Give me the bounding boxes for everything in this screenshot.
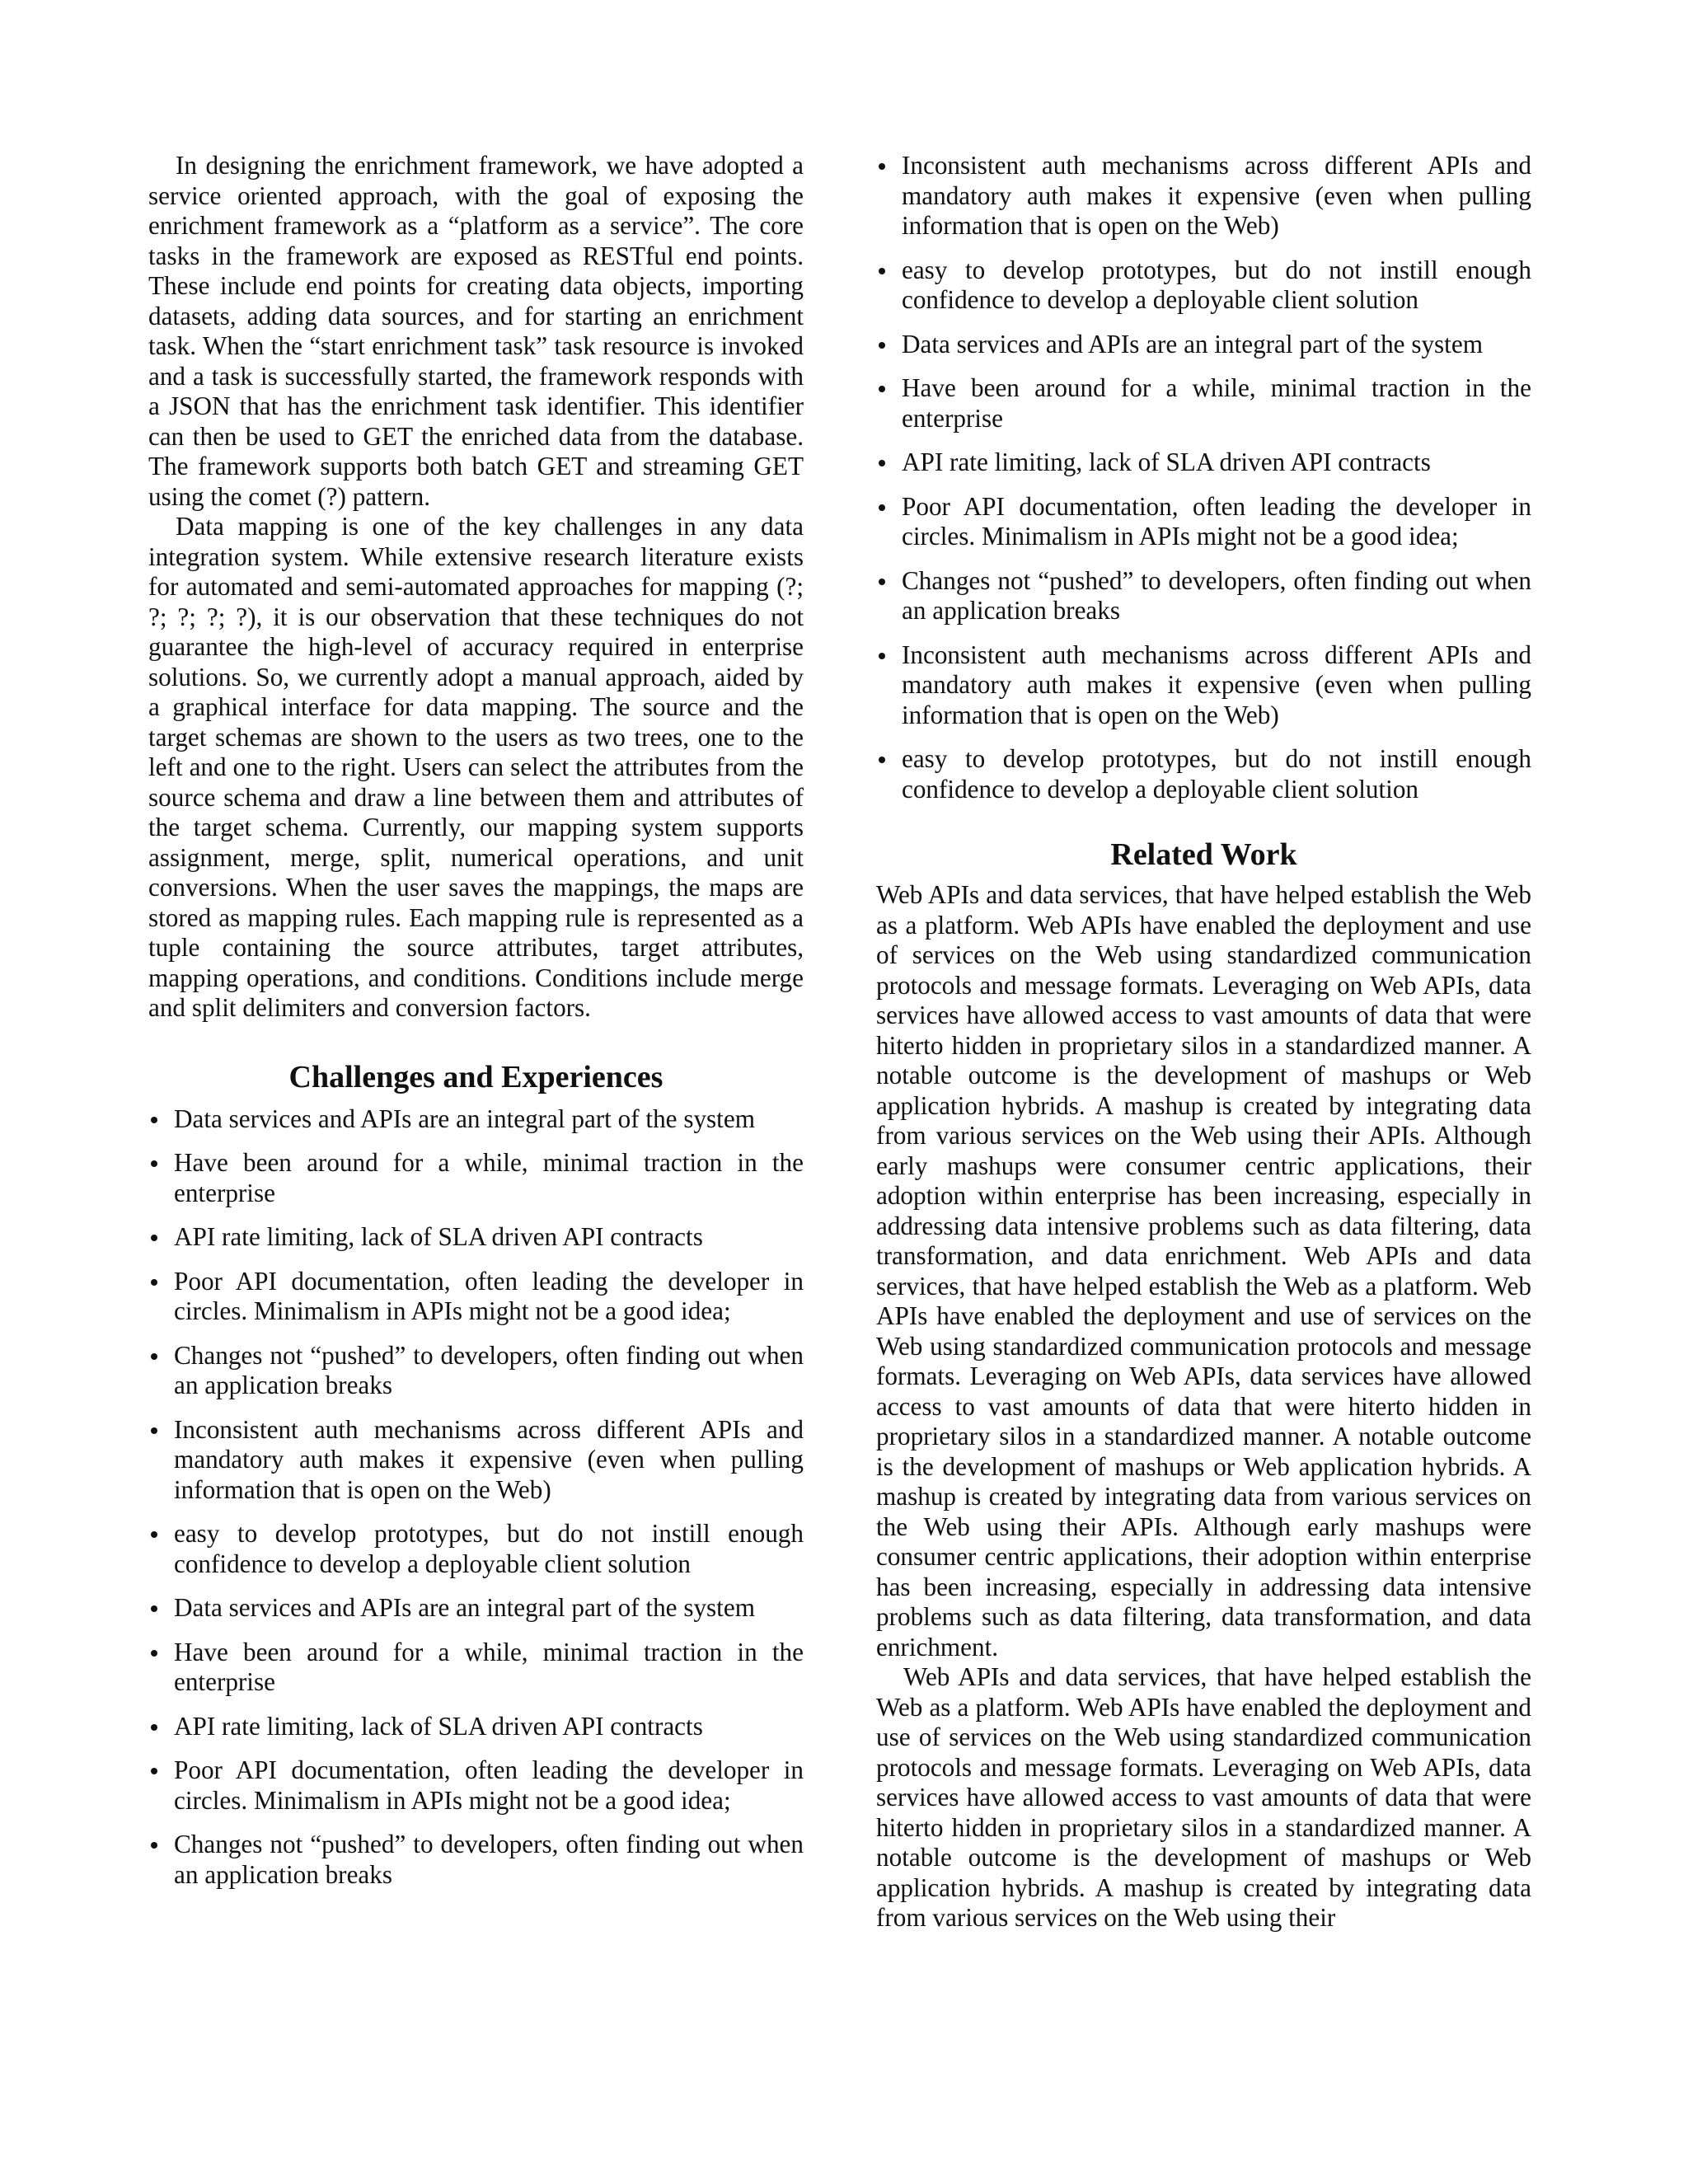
list-item: Inconsistent auth mechanisms across different APIs and mandatory auth makes it expensive (even when pulling information that is open on the Web)	[876, 640, 1531, 731]
list-item: Changes not “pushed” to developers, often finding out when an application breaks	[876, 566, 1531, 626]
list-item: easy to develop prototypes, but do not instill enough confidence to develop a deployable client solution	[148, 1519, 804, 1579]
left-column	[148, 151, 804, 1890]
list-item: Have been around for a while, minimal traction in the enterprise	[876, 373, 1531, 434]
continued-bullet-list	[876, 151, 1531, 804]
right-column	[876, 151, 1531, 1933]
list-item: easy to develop prototypes, but do not instill enough confidence to develop a deployable client solution	[876, 744, 1531, 804]
list-item: Data services and APIs are an integral part of the system	[876, 330, 1531, 360]
body-paragraph: Web APIs and data services, that have helped establish the Web as a platform. Web APIs have enabled the deployment and use of services on the Web using standardized communication protocols and message formats. Leveraging on Web APIs, data services have allowed access to vast amounts of data that were hiterto hidden in proprietary silos in a standardized manner. A notable outcome is the development of mashups or Web application hybrids. A mashup is created by integrating data from various services on the Web using their	[876, 1662, 1531, 1932]
list-item: Poor API documentation, often leading the developer in circles. Minimalism in APIs might not be a good idea;	[148, 1755, 804, 1816]
challenges-bullet-list	[148, 1104, 804, 1891]
list-item: Changes not “pushed” to developers, often finding out when an application breaks	[148, 1830, 804, 1890]
list-item: API rate limiting, lack of SLA driven API contracts	[876, 448, 1531, 478]
list-item: Have been around for a while, minimal traction in the enterprise	[148, 1638, 804, 1698]
list-item: Changes not “pushed” to developers, often finding out when an application breaks	[148, 1341, 804, 1401]
list-item: API rate limiting, lack of SLA driven API contracts	[148, 1222, 804, 1253]
list-item: Inconsistent auth mechanisms across different APIs and mandatory auth makes it expensive (even when pulling information that is open on the Web)	[876, 151, 1531, 241]
list-item: Data services and APIs are an integral part of the system	[148, 1104, 804, 1135]
body-paragraph: In designing the enrichment framework, we have adopted a service oriented approach, with the goal of exposing the enrichment framework as a “platform as a service”. The core tasks in the framework are exposed as RESTful end points. These include end points for creating data objects, importing datasets, adding data sources, and for starting an enrichment task. When the “start enrichment task” task resource is invoked and a task is successfully started, the framework responds with a JSON that has the enrichment task identifier. This identifier can then be used to GET the enriched data from the database. The framework supports both batch GET and streaming GET using the comet (?) pattern.	[148, 151, 804, 511]
list-item: Have been around for a while, minimal traction in the enterprise	[148, 1148, 804, 1208]
list-item: API rate limiting, lack of SLA driven API contracts	[148, 1712, 804, 1742]
section-heading-related-work: Related Work	[1110, 837, 1297, 872]
list-item: Poor API documentation, often leading the developer in circles. Minimalism in APIs might not be a good idea;	[148, 1267, 804, 1327]
body-paragraph: Web APIs and data services, that have helped establish the Web as a platform. Web APIs have enabled the deployment and use of services on the Web using standardized communication protocols and message formats. Leveraging on Web APIs, data services have allowed access to vast amounts of data that were hiterto hidden in proprietary silos in a standardized manner. A notable outcome is the development of mashups or Web application hybrids. A mashup is created by integrating data from various services on the Web using their APIs. Although early mashups were consumer centric applications, their adoption within enterprise has been increasing, especially in addressing data intensive problems such as data filtering, data transformation, and data enrichment. Web APIs and data services, that have helped establish the Web as a platform. Web APIs have enabled the deployment and use of services on the Web using standardized communication protocols and message formats. Leveraging on Web APIs, data services have allowed access to vast amounts of data that were hiterto hidden in proprietary silos in a standardized manner. A notable outcome is the development of mashups or Web application hybrids. A mashup is created by integrating data from various services on the Web using their APIs. Although early mashups were consumer centric applications, their adoption within enterprise has been increasing, especially in addressing data intensive problems such as data filtering, data transformation, and data enrichment.	[876, 880, 1531, 1661]
list-item: Data services and APIs are an integral part of the system	[148, 1593, 804, 1624]
body-paragraph: Data mapping is one of the key challenges in any data integration system. While extensive research literature exists for automated and semi-automated approaches for mapping (?; ?; ?; ?; ?), it is our observation that these techniques do not guarantee the high-level of accuracy required in enterprise solutions. So, we currently adopt a manual approach, aided by a graphical interface for data mapping. The source and the target schemas are shown to the users as two trees, one to the left and one to the right. Users can select the attributes from the source schema and draw a line between them and attributes of the target schema. Currently, our mapping system supports assignment, merge, split, numerical operations, and unit conversions. When the user saves the mappings, the maps are stored as mapping rules. Each mapping rule is represented as a tuple containing the source attributes, target attributes, mapping operations, and conditions. Conditions include merge and split delimiters and conversion factors.	[148, 512, 804, 1022]
list-item: easy to develop prototypes, but do not instill enough confidence to develop a deployable client solution	[876, 255, 1531, 316]
section-heading-challenges: Challenges and Experiences	[288, 1059, 663, 1094]
list-item: Inconsistent auth mechanisms across different APIs and mandatory auth makes it expensive (even when pulling information that is open on the Web)	[148, 1415, 804, 1506]
list-item: Poor API documentation, often leading the developer in circles. Minimalism in APIs might not be a good idea;	[876, 492, 1531, 552]
